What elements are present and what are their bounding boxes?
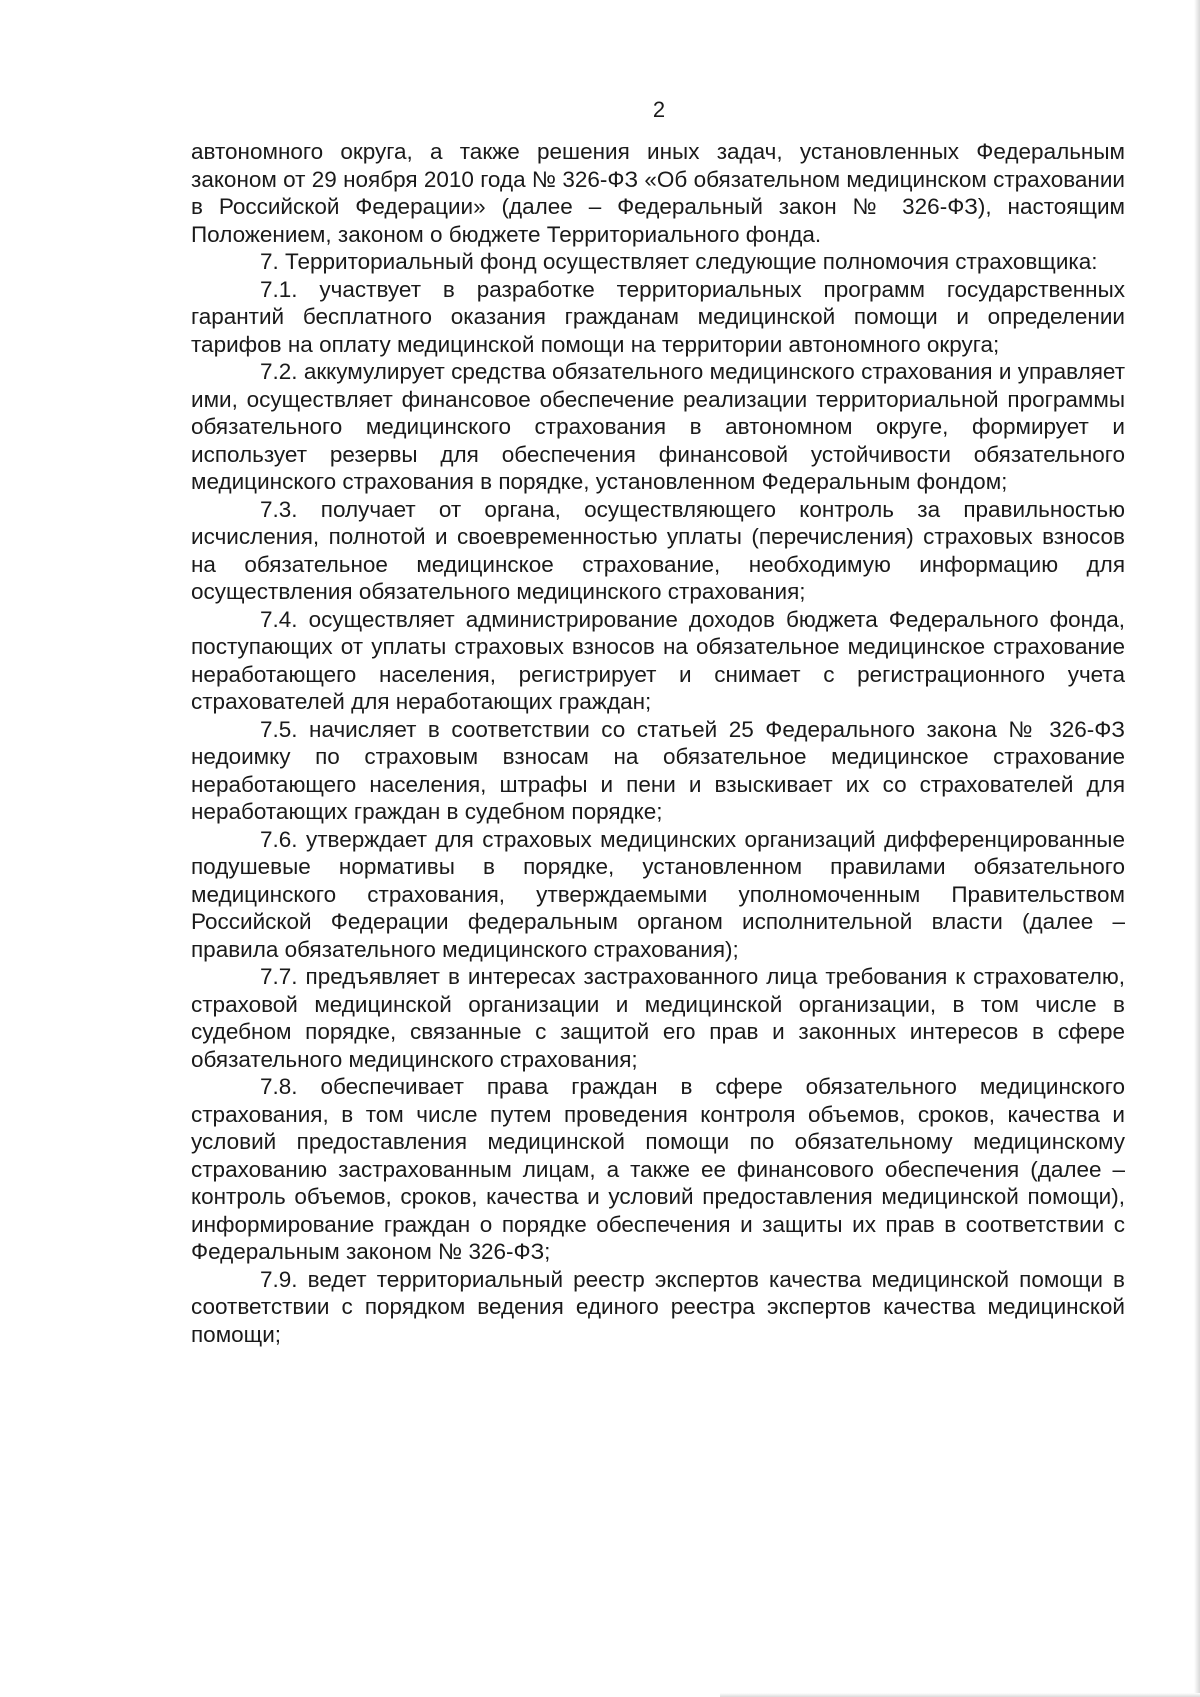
paragraph-item-7-1: 7.1. участвует в разработке территориальных программ государственных гарантий бесплатного оказания гражданам медицинской помощи и определении тарифов на оплату медицинской помощи на территории автономного округа; [191, 276, 1125, 357]
scan-bottom-edge [720, 1693, 1200, 1697]
paragraph-item-7-4: 7.4. осуществляет администрирование доходов бюджета Федерального фонда, поступающих от уплаты страховых взносов на обязательное медицинское страхование неработающего населения, регистрирует и снимает с регистрационного учета страхователей для неработающих граждан; [191, 606, 1125, 714]
document-body [191, 138, 1125, 1348]
paragraph-item-7-6: 7.6. утверждает для страховых медицинских организаций дифференцированные подушевые нормативы в порядке, установленном правилами обязательного медицинского страхования, утверждаемыми уполномоченным Правительством Российской Федерации федеральным органом исполнительной власти (далее – правила обязательного медицинского страхования); [191, 826, 1125, 962]
paragraph-item-7-2: 7.2. аккумулирует средства обязательного медицинского страхования и управляет ими, осуществляет финансовое обеспечение реализации территориальной программы обязательного медицинского страхования в автономном округе, формирует и использует резервы для обеспечения финансовой устойчивости обязательного медицинского страхования в порядке, установленном Федеральным фондом; [191, 359, 1125, 494]
page-number: 2 [652, 97, 666, 122]
paragraph-item-7-7: 7.7. предъявляет в интересах застрахованного лица требования к страхователю, страховой медицинской организации и медицинской организации, в том числе в судебном порядке, связанные с защитой его прав и законных интересов в сфере обязательного медицинского страхования; [191, 964, 1125, 1072]
paragraph-item-7-9: 7.9. ведет территориальный реестр экспертов качества медицинской помощи в соответствии с порядком ведения единого реестра экспертов качества медицинской помощи; [191, 1266, 1125, 1347]
paragraph-item-7: 7. Территориальный фонд осуществляет следующие полномочия страховщика: [260, 249, 1098, 274]
paragraph-item-7-5: 7.5. начисляет в соответствии со статьей 25 Федерального закона № 326-ФЗ недоимку по страховым взносам на обязательное медицинское страхование неработающего населения, штрафы и пени и взыскивает их со страхователей для неработающих граждан в судебном порядке; [191, 716, 1125, 824]
paragraph-item-7-3: 7.3. получает от органа, осуществляющего контроль за правильностью исчисления, полнотой и своевременностью уплаты (перечисления) страховых взносов на обязательное медицинское страхование, необходимую информацию для осуществления обязательного медицинского страхования; [191, 496, 1125, 604]
paragraph-item-7-8: 7.8. обеспечивает права граждан в сфере обязательного медицинского страхования, в том числе путем проведения контроля объемов, сроков, качества и условий предоставления медицинской помощи по обязательному медицинскому страхованию застрахованным лицам, а также ее финансового обеспечения (далее – контроль объемов, сроков, качества и условий предоставления медицинской помощи), информирование граждан о порядке обеспечения и защиты их прав в соответствии с Федеральным законом № 326-ФЗ; [191, 1074, 1125, 1264]
paragraph-intro-continued: автономного округа, а также решения иных задач, установленных Федеральным законом от 29 ноября 2010 года № 326-ФЗ «Об обязательном медицинском страховании в Российской Федерации» (далее – Федеральный закон № 326-ФЗ), настоящим Положением, законом о бюджете Территориального фонда. [191, 139, 1125, 247]
scan-right-edge [1194, 0, 1200, 1697]
